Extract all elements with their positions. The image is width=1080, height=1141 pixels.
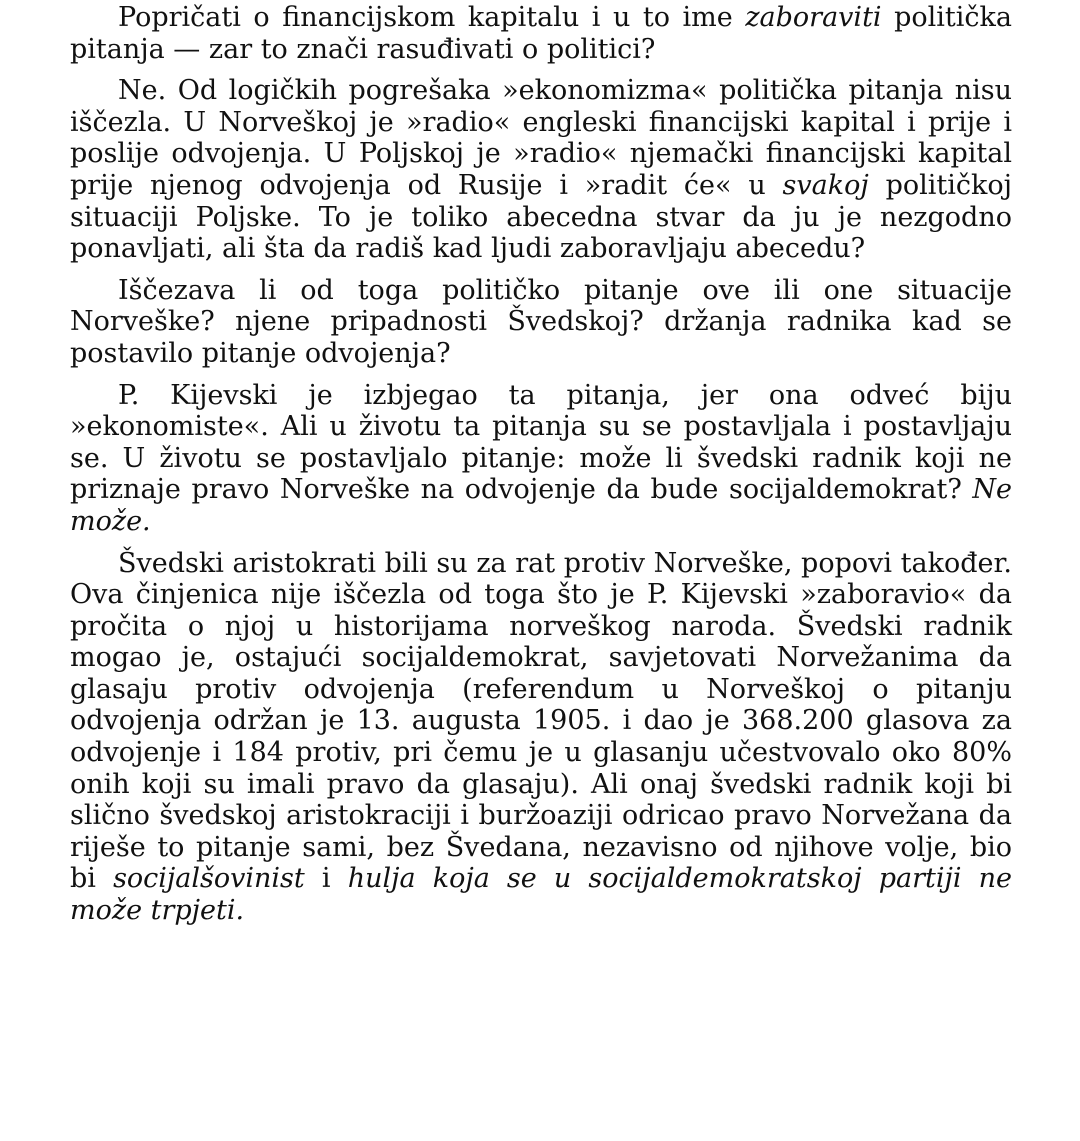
paragraph-2 (70, 75, 1012, 265)
text-segment: Popričati o financijskom kapitalu i u to ime (118, 2, 746, 33)
italic-text-segment: Ne može. (70, 474, 1012, 537)
italic-text-segment: zaboraviti (745, 2, 882, 33)
text-segment: P. Kijevski je izbjegao ta pitanja, jer ona odveć biju »ekonomiste«. Ali u životu ta pitanja su se postavljala i postavljaju se. U životu se postavljalo pitanje: može li švedski radnik koji ne priznaje pravo Norveške na odvojenje da bude socijaldemokrat? (70, 379, 1012, 506)
paragraph-1 (70, 2, 1012, 65)
italic-text-segment: svakoj (782, 169, 869, 201)
paragraph-3 (70, 275, 1012, 370)
text-segment: političkoj situaciji Poljske. To je toliko abecedna stvar da ju je nezgodno ponavljati, ali šta da radiš kad ljudi zaboravljaju abecedu? (70, 169, 1012, 265)
text-segment: Švedski aristokrati bili su za rat protiv Norveške, popovi također. Ova činjenica nije iščezla od toga što je P. Kijevski »zaboravio« da pročita o njoj u historijama norveškog naroda. Švedski radnik mogao je, ostajući socijaldemokrat, savjetovati Norvežanima da glasaju protiv odvojenja (referendum u Norveškoj o pitanju odvojenja održan je 13. augusta 1905. i dao je 368.200 glasova za odvojenje i 184 protiv, pri čemu je u glasanju učestvovalo oko 80% onih koji su imali pravo da glasaju). Ali onaj švedski radnik koji bi slično švedskoj aristokraciji i buržoaziji odricao pravo Norvežana da riješe to pitanje sami, bez Švedana, nezavisno od njihove volje, bio bi (70, 547, 1012, 895)
text-segment: Iščezava li od toga političko pitanje ove ili one situacije Norveške? njene pripadnosti Švedskoj? držanja radnika kad se postavilo pitanje odvojenja? (70, 274, 1012, 369)
text-segment: i (304, 863, 348, 895)
italic-text-segment: socijalšovinist (113, 863, 305, 895)
paragraph-4 (70, 380, 1012, 538)
text-segment: politička pitanja — zar to znači rasuđivati o politici? (70, 2, 1012, 65)
text-segment: Ne. Od logičkih pogrešaka »ekonomizma« politička pitanja nisu iščezla. U Norveškoj je »radio« engleski financijski kapital i prije i poslije odvojenja. U Poljskoj je »radio« njemački financijski kapital prije njenog odvojenja od Rusije i »radit će« u (70, 75, 1012, 201)
document-page (70, 2, 1012, 927)
paragraph-5 (70, 548, 1012, 927)
italic-text-segment: hulja koja se u socijaldemokratskoj partiji ne može trpjeti. (70, 863, 1012, 927)
